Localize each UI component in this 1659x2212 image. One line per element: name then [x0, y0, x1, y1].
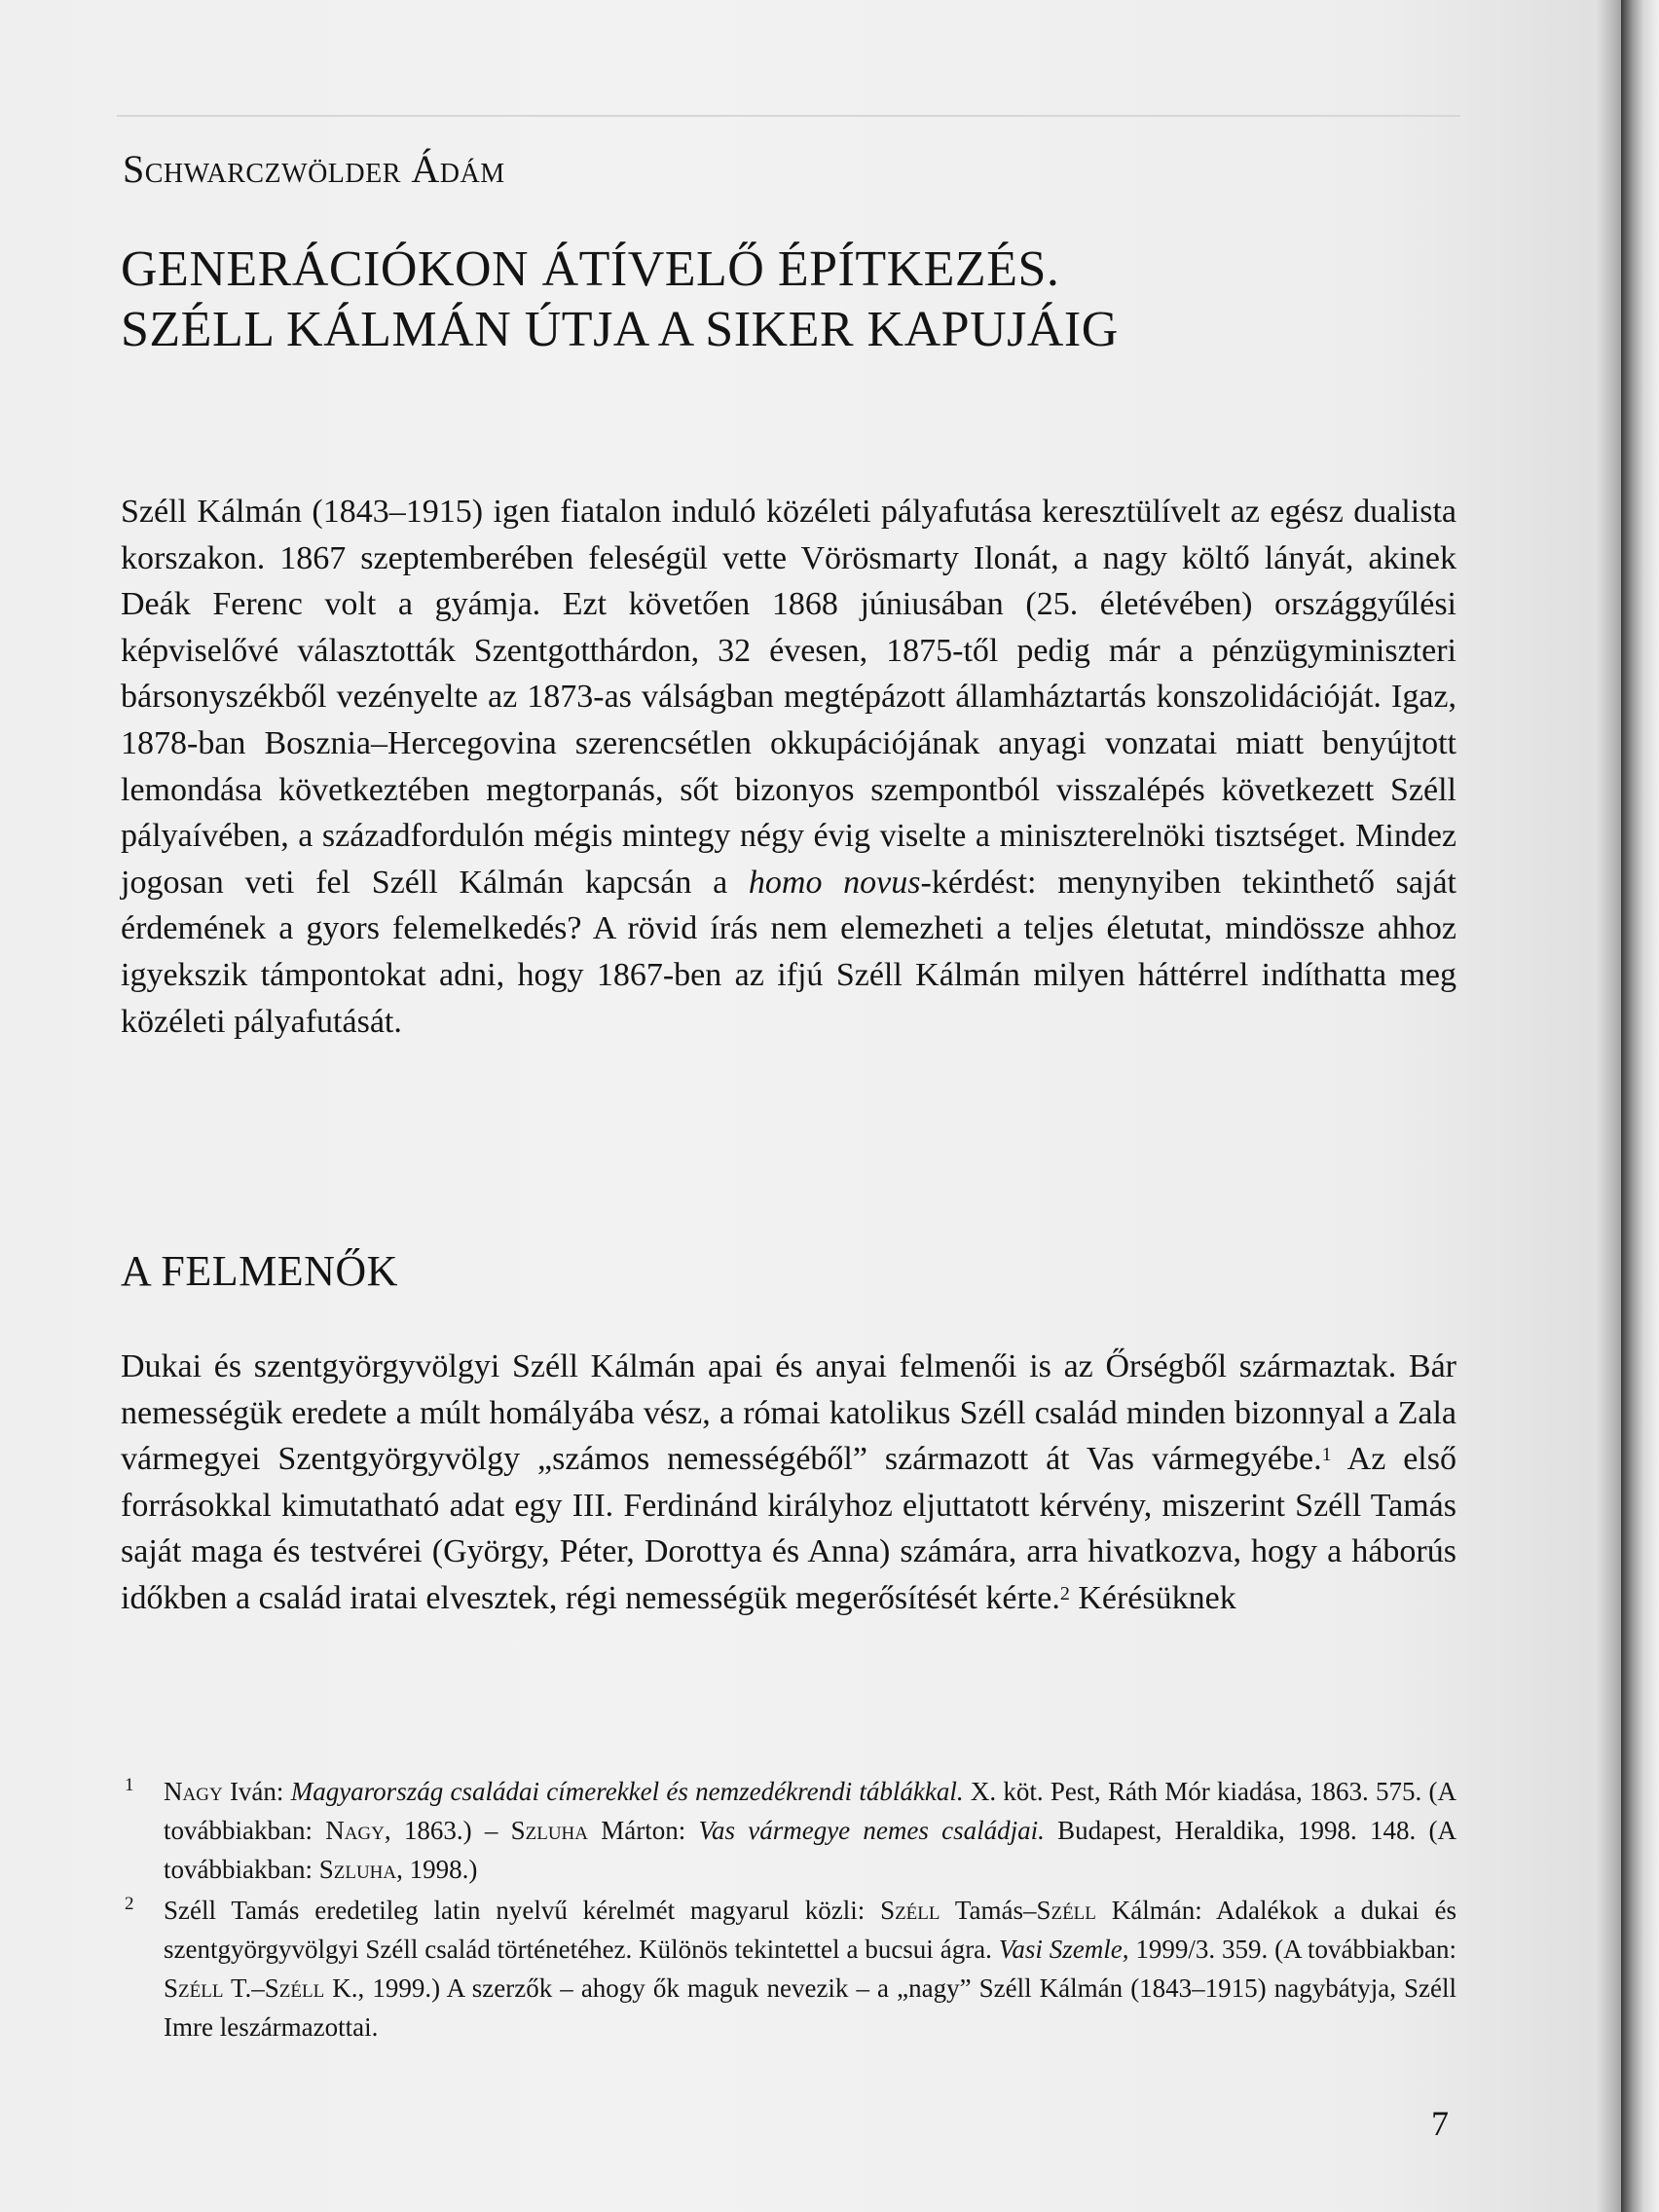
fn2-text: Széll Tamás eredetileg latin nyelvű kérelmét magyarul közli:: [164, 1896, 881, 1925]
fn1-text: Iván:: [222, 1777, 291, 1806]
fn1-book-title: Magyarország családai címerekkel és nemzedékrendi táblákkal.: [290, 1777, 964, 1806]
fn2-text: T.–: [223, 1973, 265, 2003]
fn1-author: Szluha: [510, 1816, 588, 1845]
fn2-text: K., 1999.) A szerzők – ahogy ők maguk nevezik – a „nagy” Széll Kálmán (1843–1915) nagybátyja, Széll Imre leszármazottai.: [164, 1973, 1456, 2042]
intro-italic-term: homo novus: [748, 864, 921, 901]
fn2-author: Széll: [164, 1973, 224, 2003]
footnote-number: 1: [125, 1775, 134, 1795]
fn1-text: X. köt. Pest, Ráth Mór kiadása, 1863. 575. (A továbbiakban:: [164, 1777, 1456, 1845]
title-line-2: SZÉLL KÁLMÁN ÚTJA A SIKER KAPUJÁIG: [121, 302, 1119, 357]
running-header-rule: [117, 115, 1460, 117]
fn2-author: Széll: [264, 1973, 325, 2003]
fn2-text: 1999/3. 359. (A továbbiakban:: [1128, 1935, 1457, 1964]
fn1-text: Budapest, Heraldika, 1998. 148. (A továbbiakban:: [164, 1816, 1456, 1884]
page-number: 7: [1431, 2104, 1449, 2143]
fn1-book-title: Vas vármegye nemes családjai.: [698, 1816, 1045, 1845]
footnotes: [121, 1772, 1456, 2048]
footnote-number: 2: [125, 1894, 134, 1914]
fn1-text: , 1998.): [396, 1855, 478, 1884]
fn1-text: Márton:: [588, 1816, 699, 1845]
fn1-author: Nagy: [325, 1816, 385, 1845]
ancestors-paragraph: [121, 1344, 1456, 1622]
author-name: Schwarczwölder Ádám: [123, 147, 505, 191]
fn1-text: , 1863.) –: [384, 1816, 511, 1845]
fn2-text: Tamás–: [940, 1896, 1037, 1925]
fn2-author: Széll: [1036, 1896, 1096, 1925]
ancestors-text-a: Dukai és szentgyörgyvölgyi Széll Kálmán apai és anyai felmenői is az Őrségből származtak. Bár nemességük eredete a múlt homályába vész, a római katolikus Széll család minden bizonnyal a Zala vármegyei Szentgyörgyvölgy „számos nemességéből” származott át Vas vármegyébe.: [121, 1348, 1456, 1478]
footnote-1: [121, 1772, 1456, 1889]
intro-paragraph: [121, 489, 1456, 1045]
title-line-1: GENERÁCIÓKON ÁTÍVELŐ ÉPÍTKEZÉS.: [121, 241, 1060, 297]
intro-text-a: Széll Kálmán (1843–1915) igen fiatalon induló közéleti pályafutása keresztülívelt az egész dualista korszakon. 1867 szeptemberében feleségül vette Vörösmarty Ilonát, a nagy költő lányát, akinek Deák Ferenc volt a gyámja. Ezt követően 1868 júniusában (25. életévében) országgyűlési képviselővé választották Szentgotthárdon, 32 évesen, 1875-től pedig már a pénzügyminiszteri bársonyszékből vezényelte az 1873-as válságban megtépázott államháztartás konszolidációját. Igaz, 1878-ban Bosznia–Hercegovina szerencsétlen okkupációjának anyagi vonzatai miatt benyújtott lemondása következtében megtorpanás, sőt bizonyos szempontból visszalépés következett Széll pályaívében, a századfordulón mégis mintegy négy évig viselte a miniszterelnöki tisztséget. Mindez jogosan veti fel Széll Kálmán kapcsán a: [121, 494, 1456, 901]
ancestors-text-c: Kérésüknek: [1069, 1579, 1236, 1616]
article-title: [121, 240, 1484, 360]
fn2-author: Széll: [880, 1896, 940, 1925]
footnote-2: [121, 1891, 1456, 2046]
fn1-author: Nagy: [164, 1777, 223, 1806]
page-gutter-shadow: [1597, 0, 1621, 2212]
section-heading: A FELMENŐK: [121, 1247, 398, 1295]
footnote-ref-2[interactable]: 2: [1059, 1582, 1070, 1604]
footnote-ref-1[interactable]: 1: [1321, 1444, 1332, 1466]
fn2-text: Kálmán: Adalékok a dukai és szentgyörgyvölgyi Széll család történetéhez. Különös tekintettel a bucsui ágra.: [164, 1896, 1456, 1964]
adjacent-page-edge: [1621, 0, 1659, 2212]
fn1-author: Szluha: [318, 1855, 397, 1884]
fn2-journal-title: Vasi Szemle,: [998, 1935, 1129, 1964]
intro-text-b: -kérdést: menynyiben tekinthető saját érdemének a gyors felemelkedés? A rövid írás nem elemezheti a teljes életutat, mindössze ahhoz igyekszik támpontokat adni, hogy 1867-ben az ifjú Széll Kálmán milyen háttérrel indíthatta meg közéleti pályafutását.: [121, 864, 1456, 1040]
ancestors-text-b: Az első forrásokkal kimutatható adat egy III. Ferdinánd királyhoz eljuttatott kérvény, miszerint Széll Tamás saját maga és testvérei (György, Péter, Dorottya és Anna) számára, arra hivatkozva, hogy a háborús időkben a család iratai elvesztek, régi nemességük megerősítését kérte.: [121, 1441, 1456, 1616]
